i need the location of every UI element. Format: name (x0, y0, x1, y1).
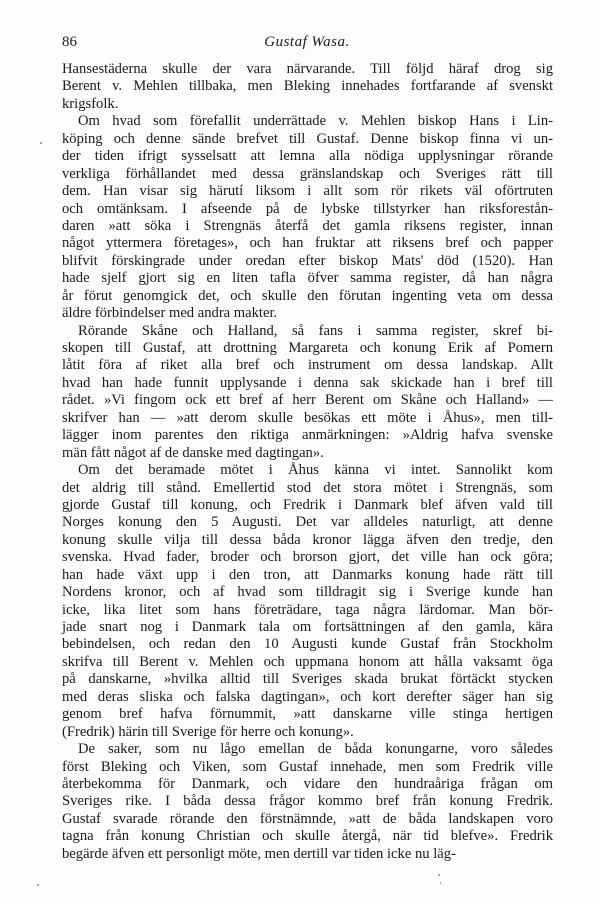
text-line: Norges konung den 5 Augusti. Det var alldeles naturligt, att denne (62, 514, 553, 531)
text-line: Hansestäderna skulle der vara närvarande. Till följd häraf drog sig (62, 61, 553, 77)
paper-speck (40, 142, 42, 144)
running-title: Gustaf Wasa. (264, 34, 350, 50)
text-line: verkliga förhållandet med dessa gränslandskap och Sveriges rätt till (62, 165, 553, 182)
text-line: låtit föra af riket alla bref och instrument om dessa landskap. Allt (62, 357, 553, 374)
text-line: Rörande Skåne och Halland, så fans i samma register, skref bi- (78, 322, 553, 339)
body-text (62, 61, 553, 863)
text-line: begärde äfven ett personligt möte, men dertill var tiden icke nu läg- (62, 845, 456, 862)
text-line: skrifva till Berent v. Mehlen och uppmana honom att hålla vaksamt öga (62, 653, 553, 670)
text-line: skrifver han — »att derom skulle besökas ett möte i Åhus», men till- (62, 409, 553, 426)
paragraph (62, 323, 553, 463)
text-line: konung skulle vilja till dessa båda kronor lägga äfven den tredje, den (62, 531, 553, 548)
paper-speck (438, 874, 440, 876)
text-line: der tiden ifrigt sysselsatt att lemna alla nödiga upplysningar rörande (62, 148, 553, 165)
paragraph (62, 462, 553, 741)
text-line: Nordens kronor, och af hvad som tilldragit sig i Sverige kunde han (62, 584, 553, 601)
text-line: Om det beramade mötet i Åhus känna vi intet. Sannolikt kom (78, 462, 553, 479)
text-line: krigsfolk. (62, 95, 119, 112)
text-line: Gustaf svarade rörande den förstnämnde, »att de båda landskapen voro (62, 810, 553, 827)
text-line: köping och denne sände brefvet till Gustaf. Denne biskop finna vi un- (62, 130, 553, 147)
text-line: år förut genomgick det, och skulle den förutan ingenting veta om dessa (62, 287, 553, 304)
paragraph (62, 741, 553, 863)
text-line: hade sjelf gjort sig en liten tafla öfver samma register, då han några (62, 270, 553, 287)
text-line: skopen till Gustaf, att drottning Margareta och konung Erik af Pomern (62, 340, 553, 356)
text-line: genom bref hafva förnummit, »att danskarne ville stinga hertigen (62, 706, 553, 723)
text-line: tagna från konung Christian och skulle återgå, när tid blefve». Fredrik (62, 828, 553, 845)
text-line: med deras sliska och falska dagtingan», och kort derefter säger han sig (62, 688, 553, 705)
text-line: Om hvad som förefallit underrättade v. Mehlen biskop Hans i Lin- (78, 113, 553, 130)
text-line: först Bleking och Viken, som Gustaf innehade, men som Fredrik ville (62, 758, 553, 775)
text-line: och omtänksam. I afseende på de lybske tillstyrker han riksforestån- (62, 200, 553, 217)
text-line: män fått något af de danske med dagtingan». (62, 444, 324, 461)
paper-speck (440, 882, 441, 884)
text-line: Berent v. Mehlen tillbaka, men Bleking innehades fortfarande af svenskt (62, 78, 553, 95)
text-line: återbekomma för Danmark, och vidare den hundraåriga frågan om (62, 775, 553, 792)
page-header (62, 34, 552, 54)
text-line: det aldrig till stånd. Emellertid stod det stora mötet i Strengnäs, som (62, 479, 553, 496)
text-line: på danskarne, »hvilka alltid till Sveriges skada brukat förtäckt stycken (62, 671, 553, 688)
text-line: daren »att söka i Strengnäs återfå det gamla riksens register, innan (62, 217, 553, 234)
paragraph (62, 113, 553, 322)
text-line: icke, lika litet som hans företrädare, taga några lärdomar. Man bör- (62, 601, 553, 618)
text-line: gjorde Gustaf till konung, och Fredrik i Danmark blef äfven vald till (62, 496, 553, 513)
text-line: (Fredrik) härin till Sverige för herre och konung». (62, 723, 354, 740)
text-line: svenska. Hvad fader, broder och brorson gjort, det ville han ock göra; (62, 549, 553, 566)
text-line: dem. Han visar sig härutí liksom i allt som rör rikets väl oförtruten (62, 183, 553, 200)
text-line: jade snart nog i Danmark tala om fortsättningen af den gamla, kära (62, 619, 553, 635)
paper-speck (37, 884, 39, 886)
text-line: De saker, som nu lågo emellan de båda konungarne, voro således (78, 741, 553, 758)
text-line: rådet. »Vi fingom ock ett bref af herr Berent om Skåne och Halland» — (62, 392, 553, 409)
text-line: äldre förbindelser med andra makter. (62, 305, 278, 322)
text-line: något yttermera företages», och han fruktar att riksens bref och papper (62, 235, 553, 252)
text-line: blifvit förskingrade under oredan efter biskop Mats' död (1520). Han (62, 252, 553, 269)
paragraph (62, 61, 553, 113)
text-line: Sveriges rike. I båda dessa frågor kommo bref från konung Fredrik. (62, 793, 553, 810)
page-number: 86 (62, 34, 77, 50)
text-line: lägger inom parentes den riktiga anmärkningen: »Aldrig hafva svenske (62, 427, 553, 444)
text-line: hvad han hade funnit upplysande i denna sak skickade han i bref till (62, 374, 553, 391)
text-line: bebindelsen, och redan den 10 Augusti kunde Gustaf från Stockholm (62, 636, 553, 653)
text-line: han hade växt upp i den tron, att Danmarks konung hade rätt till (62, 566, 553, 583)
